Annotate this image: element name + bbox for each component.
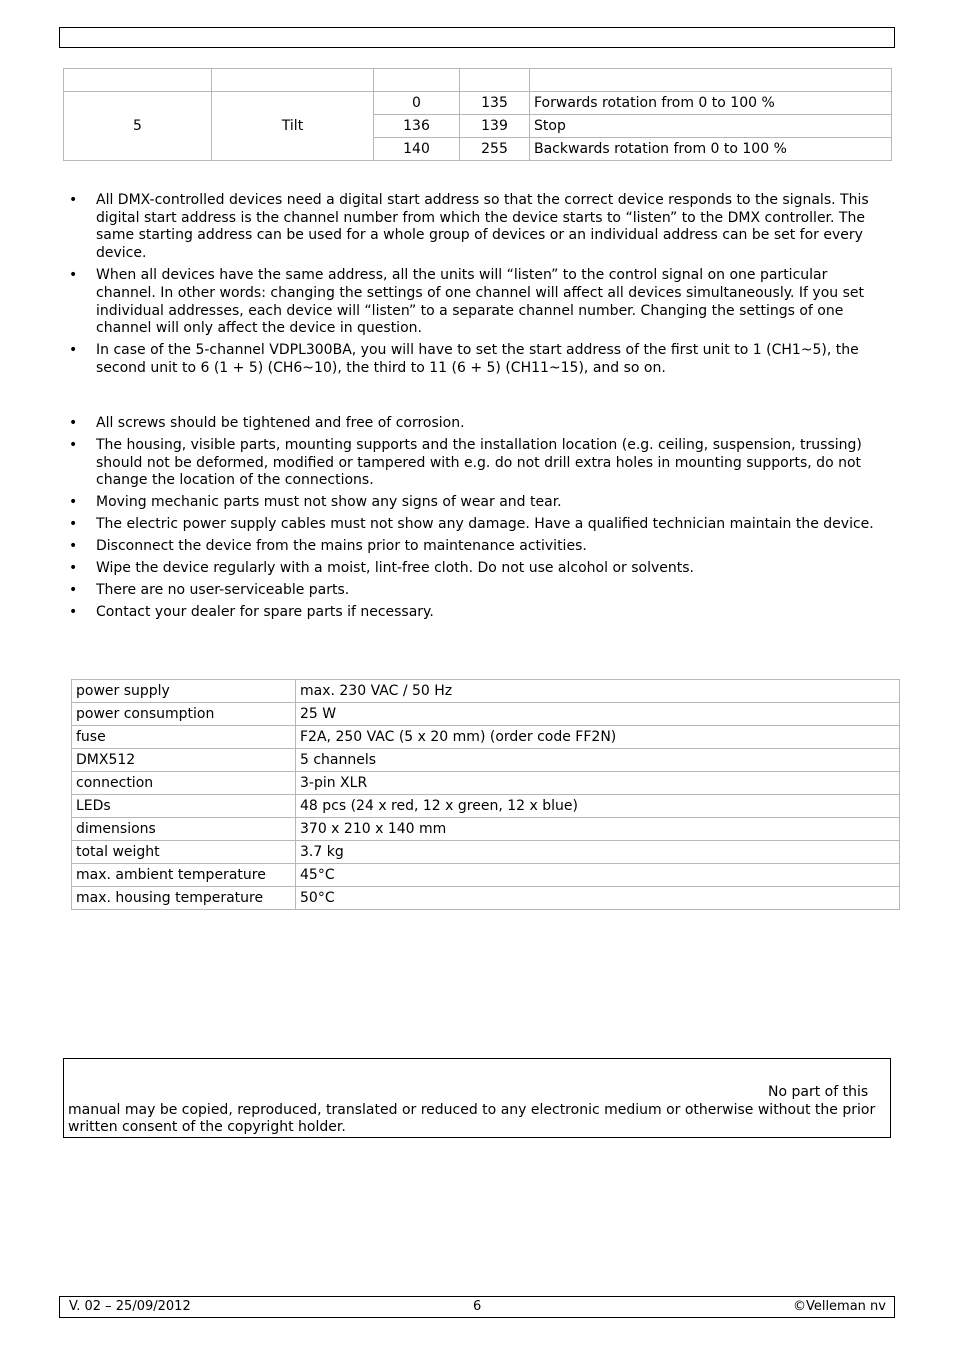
bullet-icon: •	[69, 342, 78, 359]
bullet-icon: •	[69, 560, 78, 577]
bullet-icon: •	[69, 267, 78, 284]
range-to-cell: 255	[460, 138, 530, 161]
description-cell: Backwards rotation from 0 to 100 %	[530, 138, 892, 161]
spec-label: fuse	[72, 726, 296, 749]
range-from-cell: 0	[374, 92, 460, 115]
spec-label: connection	[72, 772, 296, 795]
page-footer	[59, 1296, 895, 1318]
list-item	[63, 415, 891, 433]
table-row	[64, 92, 892, 115]
spec-value: 3.7 kg	[296, 841, 900, 864]
list-item	[63, 342, 891, 377]
spec-label: dimensions	[72, 818, 296, 841]
description-cell: Forwards rotation from 0 to 100 %	[530, 92, 892, 115]
footer-company: ©Velleman nv	[792, 1299, 886, 1314]
copyright-notice-text: No part of this manual may be copied, reproduced, translated or reduced to any electronic medium or otherwise without the prior written consent of the copyright holder.	[68, 1084, 876, 1135]
list-item	[63, 538, 891, 556]
table-row	[72, 818, 900, 841]
function-cell: Tilt	[212, 92, 374, 161]
list-item	[63, 437, 891, 490]
spec-label: max. ambient temperature	[72, 864, 296, 887]
table-row	[72, 749, 900, 772]
table-row	[72, 772, 900, 795]
list-item-text: When all devices have the same address, all the units will “listen” to the control signal on one particular channel. In other words: changing the settings of one channel will affect all devices simultaneously. If you set individual addresses, each device will “listen” to a separate channel number. Changing the settings of one channel will only affect the device in question.	[96, 267, 864, 337]
table-row	[72, 795, 900, 818]
spec-value: 50°C	[296, 887, 900, 910]
table-row	[72, 841, 900, 864]
list-item	[63, 192, 891, 263]
range-to-cell: 135	[460, 92, 530, 115]
list-item-text: Wipe the device regularly with a moist, lint-free cloth. Do not use alcohol or solvents.	[96, 560, 694, 577]
header-cell	[530, 69, 892, 92]
dmx-channel-table	[63, 68, 892, 161]
list-item	[63, 494, 891, 512]
header-cell	[460, 69, 530, 92]
table-row	[72, 680, 900, 703]
footer-page-number: 6	[473, 1299, 482, 1314]
bullet-icon: •	[69, 437, 78, 453]
bullet-icon: •	[69, 192, 78, 208]
spec-value: 3-pin XLR	[296, 772, 900, 795]
list-item	[63, 560, 891, 578]
table-row	[72, 726, 900, 749]
channel-cell: 5	[64, 92, 212, 161]
bullet-icon: •	[69, 494, 78, 511]
list-item	[63, 604, 891, 622]
table-row	[72, 703, 900, 726]
list-item-text: Disconnect the device from the mains prior to maintenance activities.	[96, 538, 587, 555]
header-cell	[374, 69, 460, 92]
list-item-text: All screws should be tightened and free of corrosion.	[96, 415, 465, 431]
description-cell: Stop	[530, 115, 892, 138]
spec-value: 370 x 210 x 140 mm	[296, 818, 900, 841]
copyright-notice-box	[63, 1058, 891, 1138]
footer-version: V. 02 – 25/09/2012	[69, 1299, 191, 1314]
range-from-cell: 136	[374, 115, 460, 138]
table-row	[72, 864, 900, 887]
spec-label: power consumption	[72, 703, 296, 726]
spec-label: DMX512	[72, 749, 296, 772]
spec-value: max. 230 VAC / 50 Hz	[296, 680, 900, 703]
maintenance-bullet-list	[63, 415, 891, 626]
table-header-row	[64, 69, 892, 92]
bullet-icon: •	[69, 415, 78, 431]
range-to-cell: 139	[460, 115, 530, 138]
range-from-cell: 140	[374, 138, 460, 161]
technical-specifications-table	[71, 679, 900, 910]
spec-value: 45°C	[296, 864, 900, 887]
bullet-icon: •	[69, 516, 78, 533]
dmx-address-bullet-list	[63, 192, 891, 382]
list-item-text: The housing, visible parts, mounting supports and the installation location (e.g. ceiling, suspension, trussing) should not be deformed, modified or tampered with e.g. do not drill extra holes in mounting supports, do not change the location of the connections.	[96, 437, 862, 489]
list-item	[63, 267, 891, 338]
header-cell	[212, 69, 374, 92]
list-item-text: The electric power supply cables must not show any damage. Have a qualified technician maintain the device.	[96, 516, 874, 533]
list-item-text: Moving mechanic parts must not show any signs of wear and tear.	[96, 494, 562, 511]
list-item	[63, 582, 891, 600]
spec-value: 5 channels	[296, 749, 900, 772]
list-item-text: Contact your dealer for spare parts if necessary.	[96, 604, 434, 621]
list-item-text: In case of the 5-channel VDPL300BA, you will have to set the start address of the first unit to 1 (CH1~5), the second unit to 6 (1 + 5) (CH6~10), the third to 11 (6 + 5) (CH11~15), and so on.	[96, 342, 859, 376]
list-item-text: All DMX-controlled devices need a digital start address so that the correct device responds to the signals. This digital start address is the channel number from which the device starts to “listen” to the DMX controller. The same starting address can be used for a whole group of devices or an individual address can be set for every device.	[96, 192, 869, 262]
page-header-box	[59, 27, 895, 48]
header-cell	[64, 69, 212, 92]
spec-label: power supply	[72, 680, 296, 703]
spec-value: 48 pcs (24 x red, 12 x green, 12 x blue)	[296, 795, 900, 818]
bullet-icon: •	[69, 604, 78, 621]
bullet-icon: •	[69, 582, 78, 599]
spec-label: max. housing temperature	[72, 887, 296, 910]
table-row	[72, 887, 900, 910]
spec-label: LEDs	[72, 795, 296, 818]
list-item-text: There are no user-serviceable parts.	[96, 582, 350, 599]
spec-value: 25 W	[296, 703, 900, 726]
bullet-icon: •	[69, 538, 78, 555]
list-item	[63, 516, 891, 534]
spec-label: total weight	[72, 841, 296, 864]
spec-value: F2A, 250 VAC (5 x 20 mm) (order code FF2N)	[296, 726, 900, 749]
